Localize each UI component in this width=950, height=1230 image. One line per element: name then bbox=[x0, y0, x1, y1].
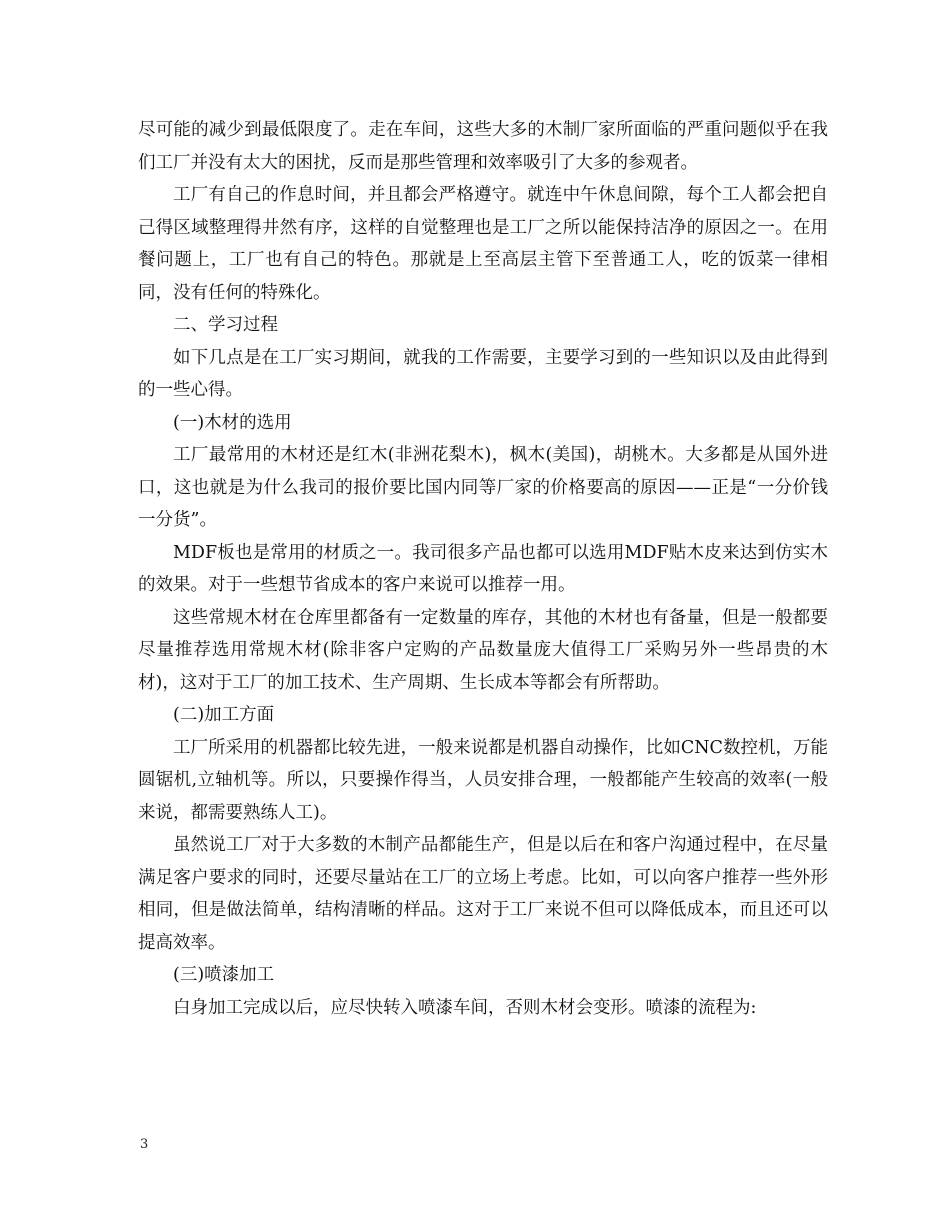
paragraph-2: 工厂有自己的作息时间，并且都会严格遵守。就连中午休息间隙，每个工人都会把自己得区域整理得井然有序，这样的自觉整理也是工厂之所以能保持洁净的原因之一。在用餐问题上，工厂也有自己的特色。那就是上至高层主管下至普通工人，吃的饭菜一律相同，没有任何的特殊化。 bbox=[138, 185, 828, 303]
paragraph-9: 白身加工完成以后，应尽快转入喷漆车间，否则木材会变形。喷漆的流程为: bbox=[173, 997, 757, 1018]
section-heading-study-process: 二、学习过程 bbox=[173, 315, 278, 335]
subheading-painting: (三)喷漆加工 bbox=[173, 965, 275, 985]
paragraph-5: MDF板也是常用的材质之一。我司很多产品也都可以选用MDF贴木皮来达到仿实木的效果。对于一些想节省成本的客户来说可以推荐一用。 bbox=[138, 542, 828, 595]
paragraph-1: 尽可能的减少到最低限度了。走在车间，这些大多的木制厂家所面临的严重问题似乎在我们工厂并没有太大的困扰，反而是那些管理和效率吸引了大多的参观者。 bbox=[138, 120, 828, 173]
subheading-processing: (二)加工方面 bbox=[173, 705, 275, 725]
paragraph-4: 工厂最常用的木材还是红木(非洲花梨木)，枫木(美国)，胡桃木。大多都是从国外进口，这也就是为什么我司的报价要比国内同等厂家的价格要高的原因——正是“一分价钱一分货”。 bbox=[138, 445, 828, 530]
subheading-wood-selection: (一)木材的选用 bbox=[173, 412, 292, 433]
paragraph-6: 这些常规木材在仓库里都备有一定数量的库存，其他的木材也有备量，但是一般都要尽量推荐选用常规木材(除非客户定购的产品数量庞大值得工厂采购另外一些昂贵的木材)，这对于工厂的加工技术、生产周期、生长成本等都会有所帮助。 bbox=[138, 607, 828, 693]
paragraph-7: 工厂所采用的机器都比较先进，一般来说都是机器自动操作，比如CNC数控机，万能圆锯机,立轴机等。所以，只要操作得当，人员安排合理，一般都能产生较高的效率(一般来说，都需要熟练人工)。 bbox=[138, 737, 828, 823]
paragraph-3: 如下几点是在工厂实习期间，就我的工作需要，主要学习到的一些知识以及由此得到的一些心得。 bbox=[138, 347, 828, 400]
paragraph-8: 虽然说工厂对于大多数的木制产品都能生产，但是以后在和客户沟通过程中，在尽量满足客户要求的同时，还要尽量站在工厂的立场上考虑。比如，可以向客户推荐一些外形相同，但是做法简单，结构清晰的样品。这对于工厂来说不但可以降低成本，而且还可以提高效率。 bbox=[138, 835, 828, 953]
body-text bbox=[138, 114, 828, 1024]
page-number: 3 bbox=[140, 1137, 149, 1152]
